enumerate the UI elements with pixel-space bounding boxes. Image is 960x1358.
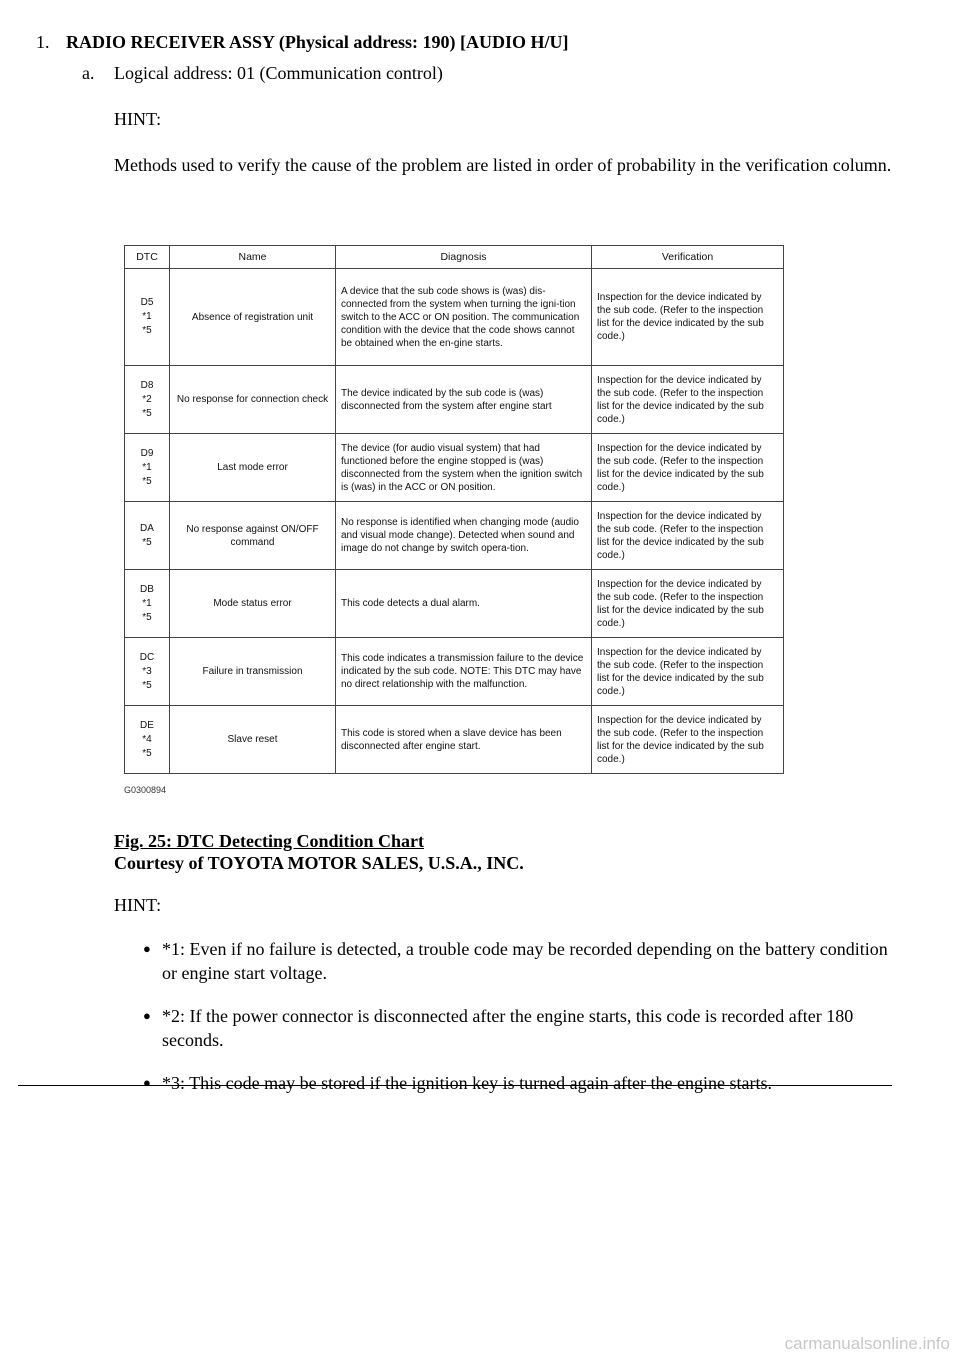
diagnosis-cell: The device indicated by the sub code is (was) disconnected from the system after engine start (336, 366, 592, 434)
verification-cell: Inspection for the device indicated by the sub code. (Refer to the inspection list for the device indicated by the sub code.) (592, 366, 784, 434)
subsection-letter: a. (82, 63, 95, 83)
name-cell: Mode status error (170, 570, 336, 638)
header-name: Name (170, 246, 336, 269)
list-item: ● *3: This code may be stored if the ignition key is turned again after the engine starts. (143, 1073, 773, 1093)
dtc-chart (124, 245, 784, 774)
bullet-icon: ● (143, 1008, 151, 1023)
verification-cell: Inspection for the device indicated by the sub code. (Refer to the inspection list for the device indicated by the sub code.) (592, 502, 784, 570)
verification-cell: Inspection for the device indicated by the sub code. (Refer to the inspection list for the device indicated by the sub code.) (592, 269, 784, 366)
header-diagnosis: Diagnosis (336, 246, 592, 269)
table-row (125, 269, 784, 366)
name-cell: No response for connection check (170, 366, 336, 434)
dtc-cell: D5 *1 *5 (125, 269, 170, 366)
table-row (125, 638, 784, 706)
section-number: 1. (36, 32, 50, 52)
subsection-title: Logical address: 01 (Communication control) (114, 63, 443, 83)
diagnosis-cell: This code indicates a transmission failure to the device indicated by the sub code. NOTE: This DTC may have no direct relationship with the malfunction. (336, 638, 592, 706)
figure-caption (114, 830, 524, 874)
header-verification: Verification (592, 246, 784, 269)
dtc-cell: DE *4 *5 (125, 706, 170, 774)
name-cell: Slave reset (170, 706, 336, 774)
dtc-cell: D9 *1 *5 (125, 434, 170, 502)
courtesy-line: Courtesy of TOYOTA MOTOR SALES, U.S.A., INC. (114, 853, 524, 873)
verification-cell: Inspection for the device indicated by the sub code. (Refer to the inspection list for the device indicated by the sub code.) (592, 434, 784, 502)
table-row (125, 570, 784, 638)
table-row (125, 502, 784, 570)
figure-id: G0300894 (124, 785, 167, 795)
name-cell: Absence of registration unit (170, 269, 336, 366)
diagnosis-cell: A device that the sub code shows is (was) dis-connected from the system when turning the igni-tion switch to the ACC or ON position. The communication condition with the device that the code shows cannot be obtained when the en-gine starts. (336, 269, 592, 366)
notes-list (114, 937, 894, 1114)
subsection-heading (82, 63, 443, 84)
horizontal-rule (18, 1085, 892, 1086)
figure-title-link[interactable]: Fig. 25: DTC Detecting Condition Chart (114, 831, 424, 851)
watermark: carmanualsonline.info (784, 1334, 950, 1353)
list-item: ● *2: If the power connector is disconnected after the engine starts, this code is recorded after 180 seconds. (143, 1006, 854, 1050)
table-row (125, 706, 784, 774)
header-dtc: DTC (125, 246, 170, 269)
hint-label: HINT: (114, 109, 162, 129)
table-row (125, 434, 784, 502)
diagnosis-cell: The device (for audio visual system) that had functioned before the engine stopped is (was) disconnected from the system when the ignition switch is (was) in the ACC or ON position. (336, 434, 592, 502)
dtc-cell: DB *1 *5 (125, 570, 170, 638)
diagnosis-cell: This code detects a dual alarm. (336, 570, 592, 638)
bullet-icon: ● (143, 941, 151, 956)
diagnosis-cell: No response is identified when changing mode (audio and visual mode change). Detected when sound and image do not change by switch opera-tion. (336, 502, 592, 570)
name-cell: Last mode error (170, 434, 336, 502)
section-heading (36, 32, 569, 53)
verification-cell: Inspection for the device indicated by the sub code. (Refer to the inspection list for the device indicated by the sub code.) (592, 570, 784, 638)
table-row (125, 366, 784, 434)
list-item: ● *1: Even if no failure is detected, a trouble code may be recorded depending on the battery condition or engine start voltage. (143, 939, 888, 983)
dtc-table (124, 245, 784, 774)
verification-cell: Inspection for the device indicated by the sub code. (Refer to the inspection list for the device indicated by the sub code.) (592, 638, 784, 706)
dtc-cell: D8 *2 *5 (125, 366, 170, 434)
hint-label-2: HINT: (114, 895, 162, 915)
dtc-cell: DA *5 (125, 502, 170, 570)
table-header-row (125, 246, 784, 269)
diagnosis-cell: This code is stored when a slave device has been disconnected after engine start. (336, 706, 592, 774)
dtc-cell: DC *3 *5 (125, 638, 170, 706)
name-cell: Failure in transmission (170, 638, 336, 706)
name-cell: No response against ON/OFF command (170, 502, 336, 570)
hint-text: Methods used to verify the cause of the problem are listed in order of probability in the verification column. (114, 155, 892, 175)
bullet-icon: ● (143, 1075, 151, 1090)
section-title: RADIO RECEIVER ASSY (Physical address: 190) [AUDIO H/U] (66, 32, 569, 52)
verification-cell: Inspection for the device indicated by the sub code. (Refer to the inspection list for the device indicated by the sub code.) (592, 706, 784, 774)
